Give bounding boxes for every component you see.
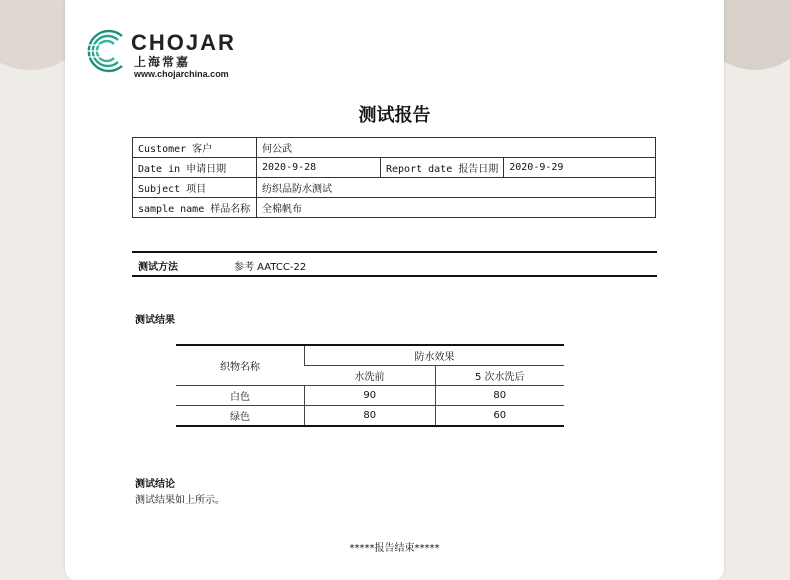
sample-value: 全棉帆布 bbox=[257, 198, 656, 218]
test-method-bar bbox=[132, 251, 657, 277]
col-before-header: 水洗前 bbox=[305, 366, 436, 386]
table-row bbox=[176, 406, 564, 427]
value-before: 80 bbox=[305, 406, 436, 427]
col-waterproof-header: 防水效果 bbox=[305, 345, 565, 366]
results-header-row bbox=[176, 345, 564, 366]
info-row-dates bbox=[133, 158, 656, 178]
value-after: 60 bbox=[435, 406, 564, 427]
customer-value: 何公武 bbox=[257, 138, 656, 158]
col-fabric-header: 织物名称 bbox=[220, 362, 260, 373]
report-end-marker: *****报告结束***** bbox=[349, 543, 440, 554]
brand-name-en: CHOJAR bbox=[131, 30, 236, 55]
conclusion-heading: 测试结论 bbox=[135, 479, 175, 490]
date-in-value: 2020-9-28 bbox=[257, 158, 381, 178]
test-method-label: 测试方法 bbox=[138, 262, 178, 273]
table-row bbox=[176, 386, 564, 406]
customer-label: Customer 客户 bbox=[133, 138, 257, 158]
report-date-label: Report date 报告日期 bbox=[381, 158, 504, 178]
col-after-header: 5 次水洗后 bbox=[435, 366, 564, 386]
fabric-name: 白色 bbox=[176, 386, 305, 406]
test-method-value: 参考 AATCC-22 bbox=[234, 262, 307, 273]
date-in-label: Date in 申请日期 bbox=[133, 158, 257, 178]
subject-value: 纺织品防水测试 bbox=[257, 178, 656, 198]
results-heading: 测试结果 bbox=[135, 315, 175, 326]
report-date-value: 2020-9-29 bbox=[504, 158, 656, 178]
brand-website: www.chojarchina.com bbox=[134, 69, 229, 79]
subject-label: Subject 项目 bbox=[133, 178, 257, 198]
report-sheet bbox=[65, 0, 724, 580]
company-logo bbox=[82, 27, 242, 87]
info-row-customer bbox=[133, 138, 656, 158]
brand-name-cn: 上海常嘉 bbox=[134, 55, 191, 69]
value-after: 80 bbox=[435, 386, 564, 406]
results-table bbox=[176, 344, 564, 427]
value-before: 90 bbox=[305, 386, 436, 406]
sample-label: sample name 样品名称 bbox=[133, 198, 257, 218]
chojar-logo-icon bbox=[82, 27, 130, 75]
fabric-name: 绿色 bbox=[176, 406, 305, 427]
report-title: 测试报告 bbox=[358, 105, 431, 126]
info-row-sample bbox=[133, 198, 656, 218]
report-info-table bbox=[132, 137, 656, 218]
conclusion-text: 测试结果如上所示。 bbox=[135, 495, 225, 506]
info-row-subject bbox=[133, 178, 656, 198]
